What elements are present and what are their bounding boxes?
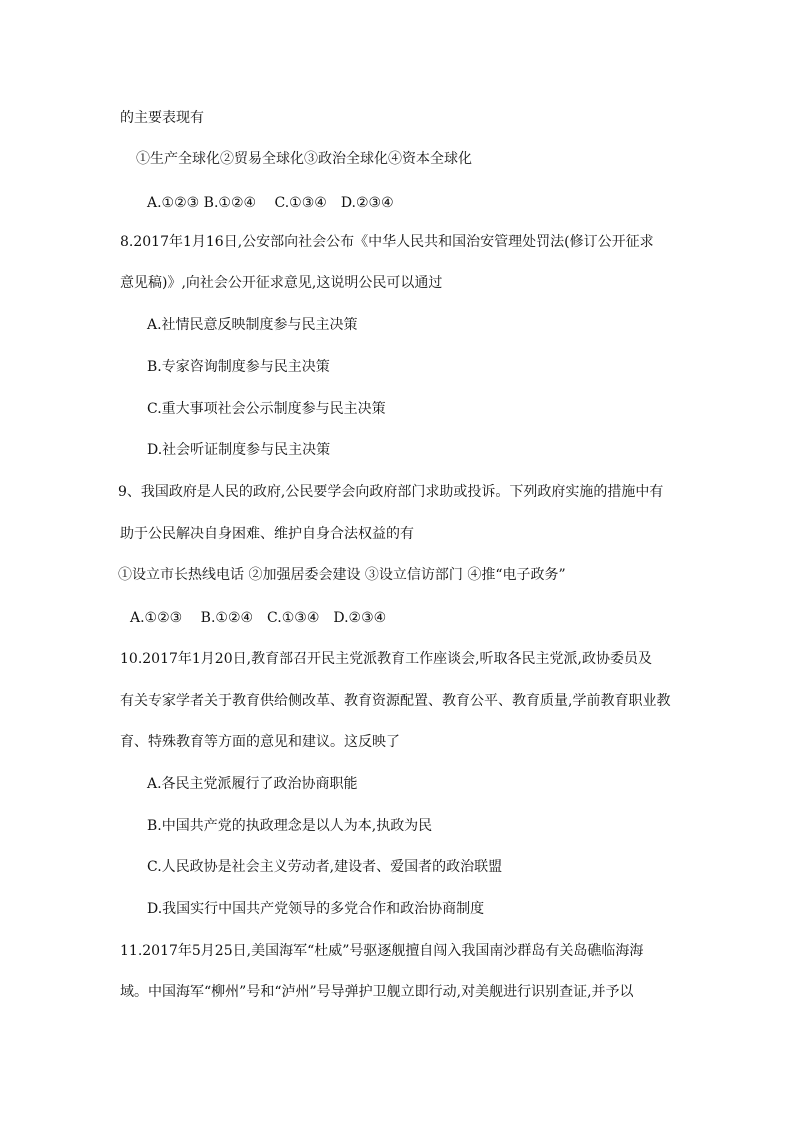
statement-list: ①生产全球化②贸易全球化③政治全球化④资本全球化	[136, 151, 472, 167]
question-8-option-d: D.社会听证制度参与民主决策	[147, 442, 331, 458]
question-10-stem-cont: 有关专家学者关于教育供给侧改革、教育资源配置、教育公平、教育质量,学前教育职业教	[120, 693, 671, 709]
question-10-stem: 10.2017年1月20日,教育部召开民主党派教育工作座谈会,听取各民主党派,政协委员及	[120, 651, 652, 667]
question-9-statements: ①设立市长热线电话 ②加强居委会建设 ③设立信访部门 ④推“电子政务”	[118, 567, 566, 583]
question-10-stem-cont2: 育、特殊教育等方面的意见和建议。这反映了	[120, 734, 400, 750]
answer-options: A.①②③ B.①②④ C.①③④ D.②③④	[147, 195, 394, 211]
question-10-option-a: A.各民主党派履行了政治协商职能	[147, 776, 358, 792]
question-8-option-a: A.社情民意反映制度参与民主决策	[147, 317, 358, 333]
question-11-stem-cont: 域。中国海军“柳州”号和“泸州”号导弹护卫舰立即行动,对美舰进行识别查证,并予以	[120, 984, 634, 1000]
question-9-options: A.①②③ B.①②④ C.①③④ D.②③④	[130, 610, 387, 626]
question-8-stem-cont: 意见稿)》,向社会公开征求意见,这说明公民可以通过	[120, 275, 443, 291]
text-line: 的主要表现有	[120, 110, 204, 126]
question-9-stem-cont: 助于公民解决自身困难、维护自身合法权益的有	[120, 526, 414, 542]
question-10-option-d: D.我国实行中国共产党领导的多党合作和政治协商制度	[147, 901, 485, 917]
question-8-stem: 8.2017年1月16日,公安部向社会公布《中华人民共和国治安管理处罚法(修订公开征求	[120, 234, 654, 250]
question-10-option-c: C.人民政协是社会主义劳动者,建设者、爱国者的政治联盟	[147, 859, 503, 875]
question-10-option-b: B.中国共产党的执政理念是以人为本,执政为民	[147, 818, 433, 834]
question-8-option-c: C.重大事项社会公示制度参与民主决策	[147, 401, 386, 417]
question-8-option-b: B.专家咨询制度参与民主决策	[147, 359, 330, 375]
question-11-stem: 11.2017年5月25日,美国海军“杜威”号驱逐舰擅自闯入我国南沙群岛有关岛礁临海海	[120, 943, 644, 959]
question-9-stem: 9、我国政府是人民的政府,公民要学会向政府部门求助或投诉。下列政府实施的措施中有	[118, 484, 664, 500]
